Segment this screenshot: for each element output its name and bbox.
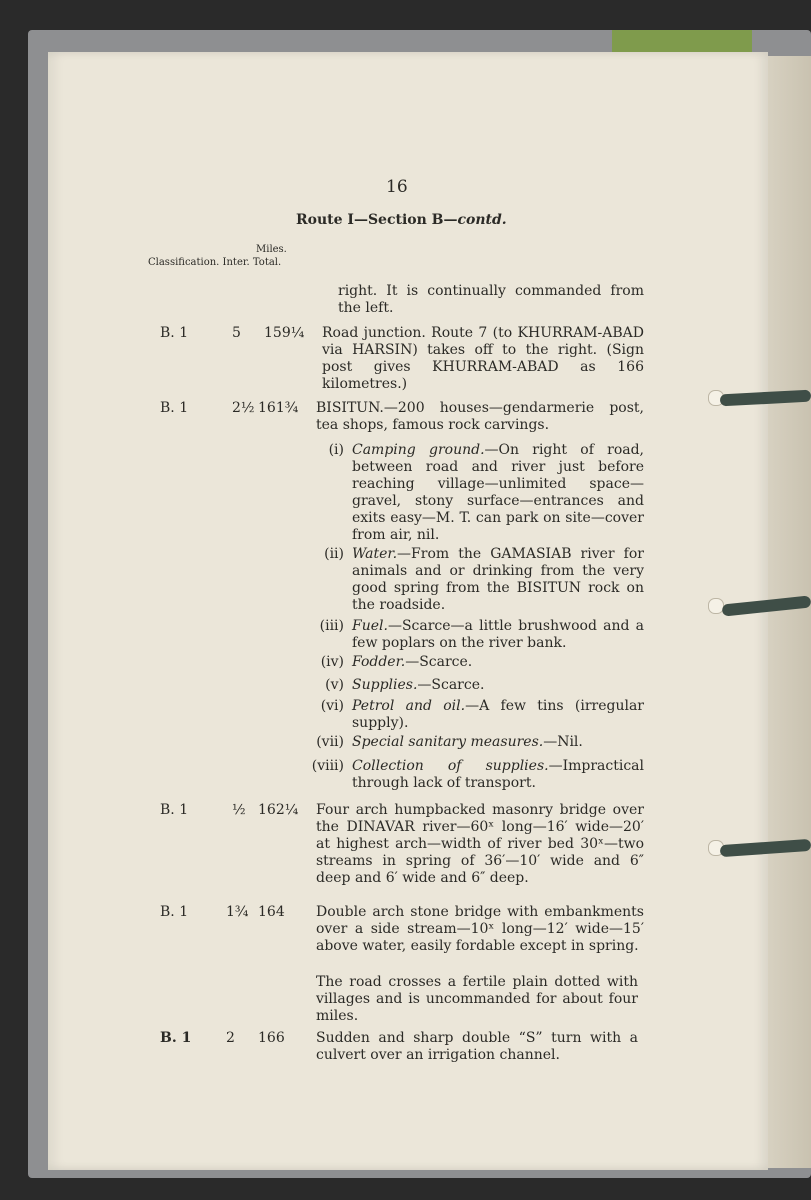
entry-text: right. It is continually commanded from the left. <box>338 283 644 316</box>
subitem-text <box>352 677 644 694</box>
subitem-number: (vi) <box>320 698 344 714</box>
entry-inter: 2 <box>226 1030 235 1046</box>
subitem-label: Fodder. <box>352 654 406 670</box>
header-columns: Classification. Inter. Total. <box>148 257 282 268</box>
page-edge-stack <box>765 56 811 1168</box>
subitem-text <box>352 734 644 751</box>
section-title <box>296 212 507 228</box>
subitem-label: Fuel. <box>352 618 388 634</box>
subitem-text <box>352 442 644 544</box>
header-miles: Miles. <box>256 244 287 255</box>
entry-total: 161¾ <box>258 400 299 416</box>
subitem-body: —Scarce. <box>405 654 473 670</box>
entry-text: Sudden and sharp double “S” turn with a culvert over an irrigation channel. <box>316 1030 638 1063</box>
subitem-label: Camping ground. <box>352 442 485 458</box>
entry-class: B. 1 <box>160 904 189 920</box>
section-title-main: Route I—Section B— <box>296 212 458 228</box>
subitem-body: —From the GAMASIAB river for animals and or drinking from the very good spring from the BISITUN rock on the roadside. <box>352 546 644 613</box>
entry-text: The road crosses a fertile plain dotted with villages and is uncommanded for about four miles. <box>316 974 638 1024</box>
entry-total: 159¼ <box>264 325 305 341</box>
subitem-label: Collection of supplies. <box>352 758 549 774</box>
section-title-contd: contd. <box>457 212 507 228</box>
subitem-number: (iv) <box>320 654 344 670</box>
subitem-body: —Nil. <box>543 734 583 750</box>
page-number: 16 <box>386 177 408 197</box>
entry-inter: 1¾ <box>226 904 249 920</box>
entry-class: B. 1 <box>160 802 189 818</box>
entry-class: B. 1 <box>160 325 189 341</box>
entry-total: 166 <box>258 1030 285 1046</box>
subitem-label: Supplies. <box>352 677 418 693</box>
entry-inter: 5 <box>232 325 241 341</box>
subitem-number: (v) <box>325 677 344 693</box>
entry-class: B. 1 <box>160 1030 192 1046</box>
subitem-number: (iii) <box>319 618 344 634</box>
entry-text: Four arch humpbacked masonry bridge over the DINAVAR river—60ˣ long—16′ wide—20′ at highest arch—width of river bed 30ˣ—two streams in spring of 36′—10′ wide and 6″ deep and 6′ wide and 6″ deep. <box>316 802 644 886</box>
subitem-body: —Scarce—a little brushwood and a few poplars on the river bank. <box>352 618 644 651</box>
subitem-number: (viii) <box>311 758 344 774</box>
subitem-text <box>352 654 644 671</box>
subitem-body: —Impractical through lack of transport. <box>352 758 644 791</box>
entry-total: 162¼ <box>258 802 299 818</box>
entry-inter: ½ <box>232 802 246 818</box>
spine-tape <box>612 30 752 52</box>
subitem-body: —Scarce. <box>417 677 485 693</box>
subitem-body: —On right of road, between road and river just before reaching village—unlimited space—gravel, stony surface—entrances and exits easy—M. T. can park on site—cover from air, nil. <box>352 442 645 543</box>
subitem-number: (vii) <box>316 734 344 750</box>
entry-text: Road junction. Route 7 (to KHURRAM-ABAD via HARSIN) takes off to the right. (Sign post gives KHURRAM-ABAD as 166 kilometres.) <box>322 325 644 392</box>
subitem-number: (i) <box>328 442 344 458</box>
entry-text: BISITUN.—200 houses—gendarmerie post, tea shops, famous rock carvings. <box>316 400 644 433</box>
subitem-number: (ii) <box>324 546 344 562</box>
entry-text: Double arch stone bridge with embankments over a side stream—10ˣ long—12′ wide—15′ above water, easily fordable except in spring. <box>316 904 644 954</box>
subitem-text <box>352 546 644 614</box>
subitem-body: —A few tins (irregular supply). <box>352 698 644 731</box>
entry-total: 164 <box>258 904 285 920</box>
entry-class: B. 1 <box>160 400 189 416</box>
subitem-text <box>352 758 644 792</box>
subitem-label: Water. <box>352 546 398 562</box>
subitem-label: Special sanitary measures. <box>352 734 544 750</box>
subitem-text <box>352 618 644 652</box>
entry-inter: 2½ <box>232 400 255 416</box>
subitem-text <box>352 698 644 732</box>
subitem-label: Petrol and oil. <box>352 698 466 714</box>
